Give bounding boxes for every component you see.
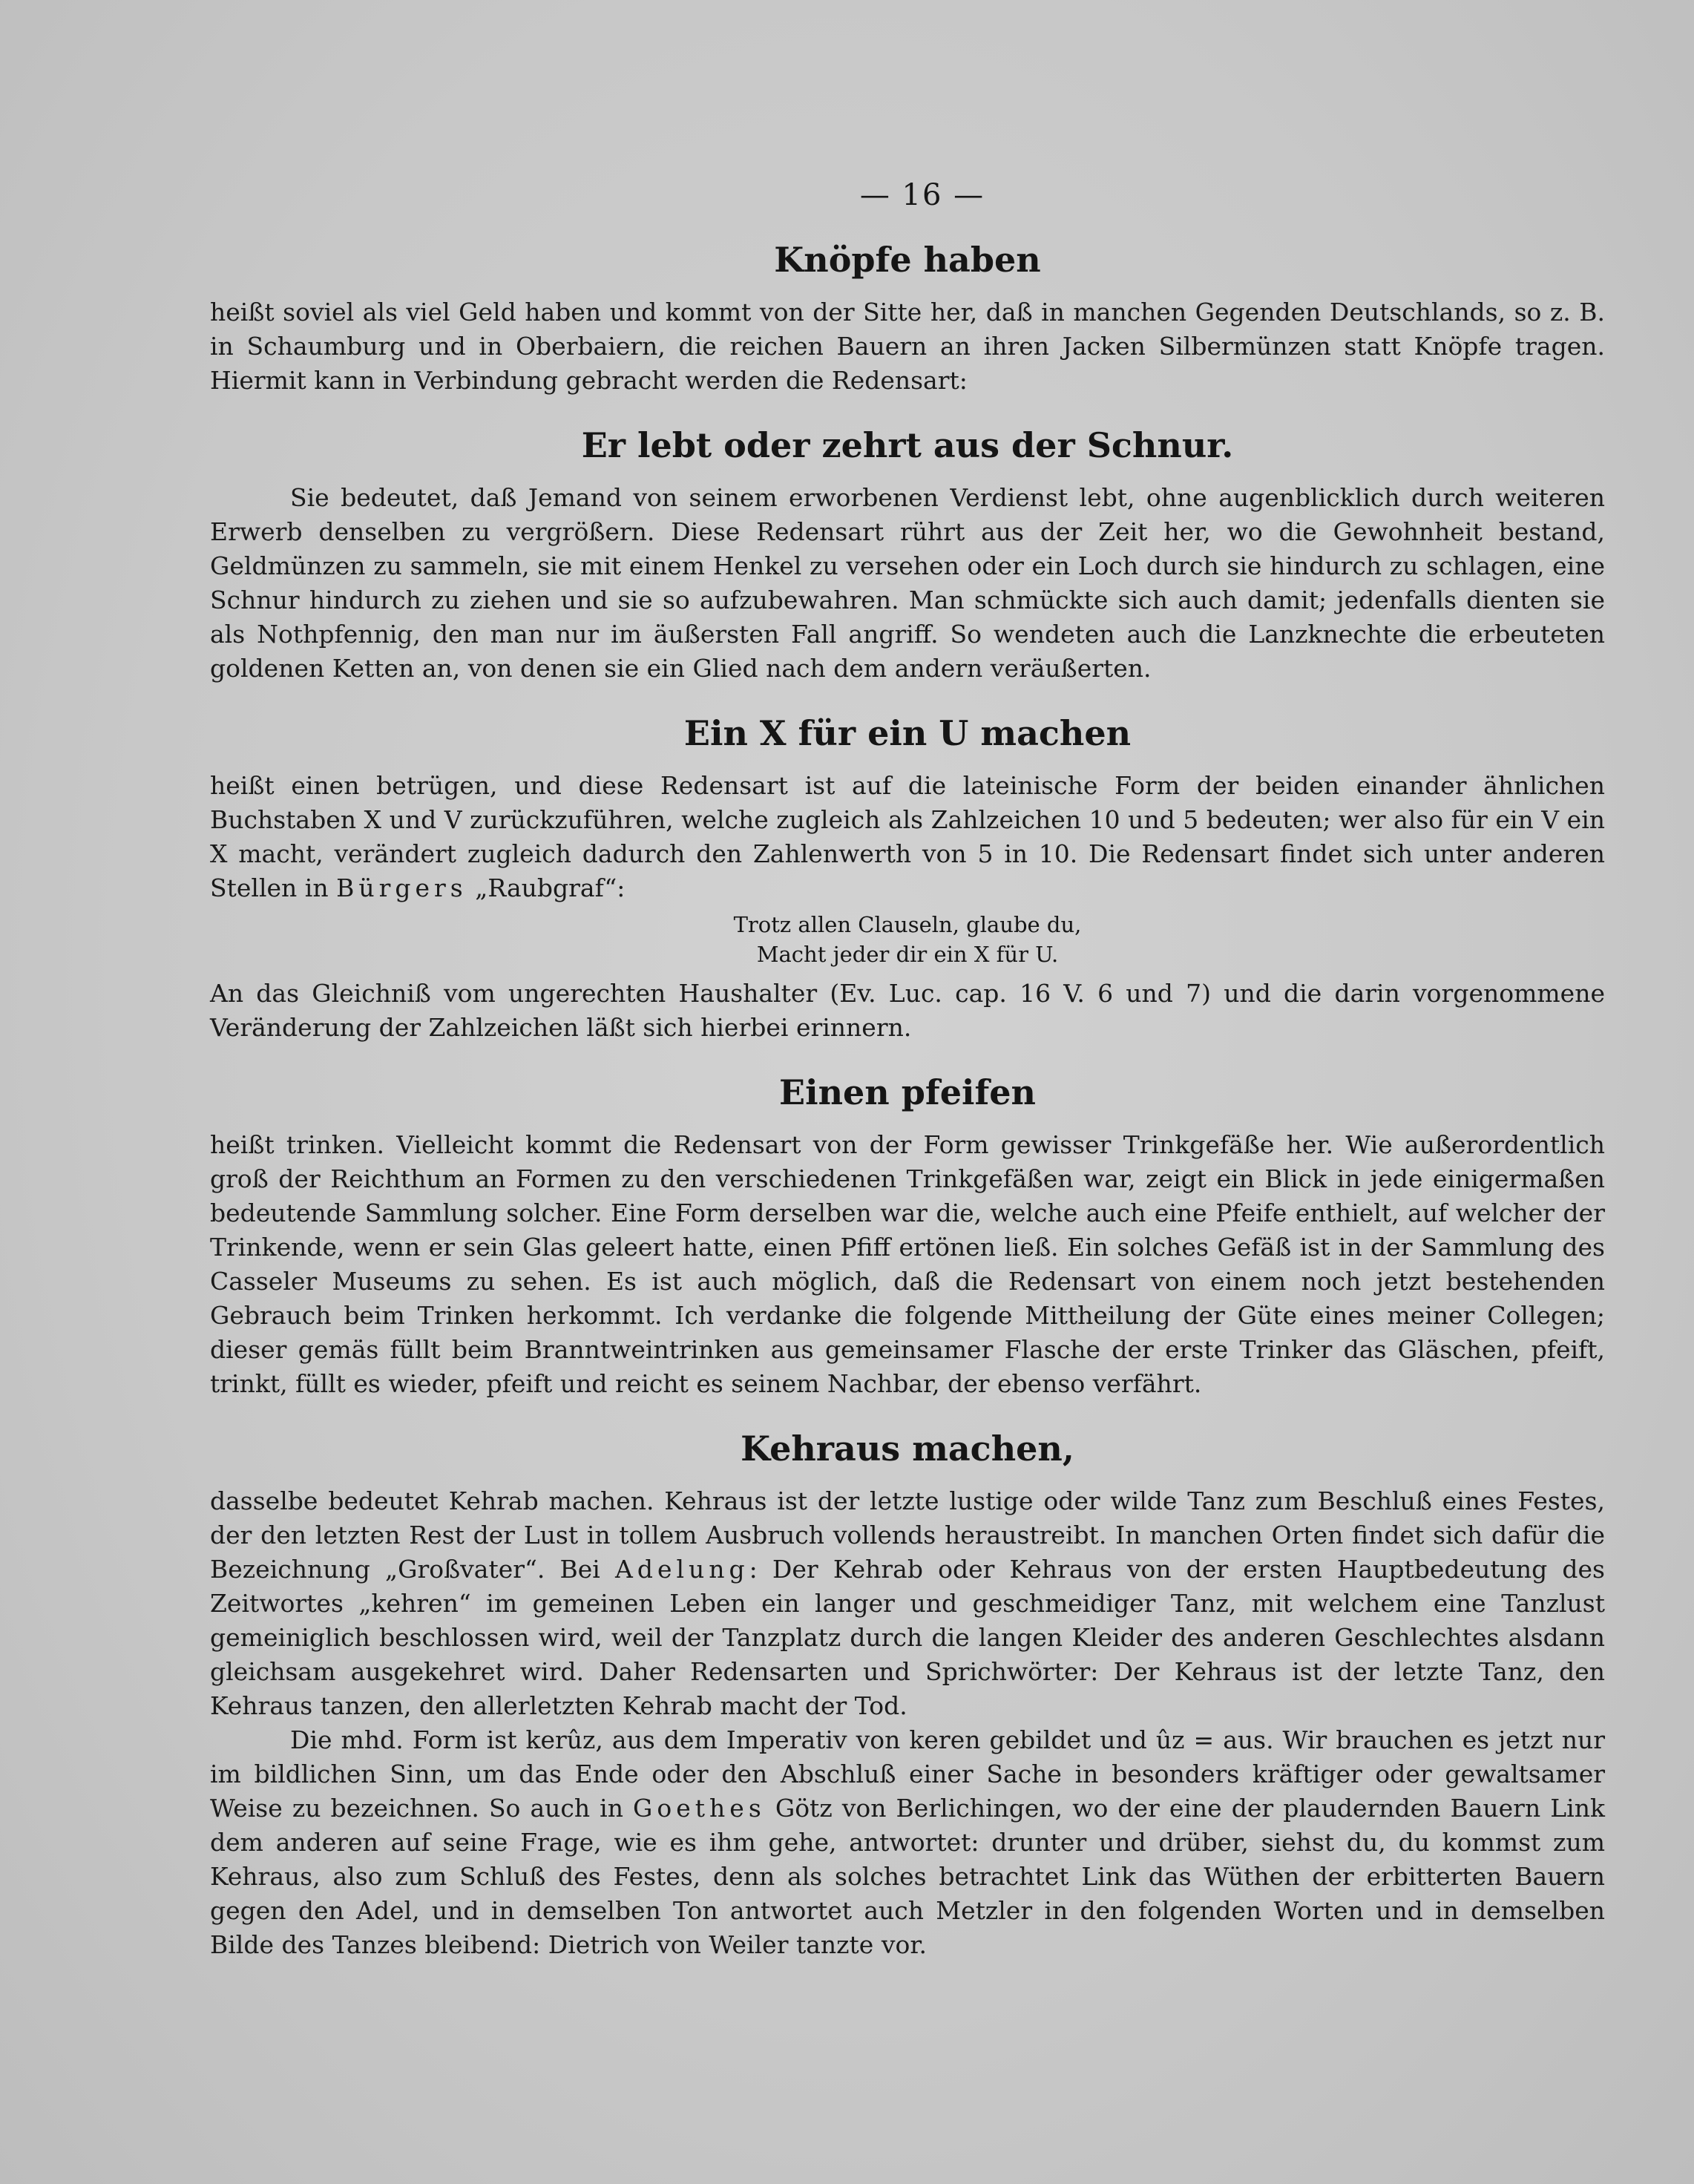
paragraph-gleichniss: An das Gleichniß vom ungerechten Haushalter (Ev. Luc. cap. 16 V. 6 und 7) und die darin vorgenommene Veränderung der Zahlzeichen läßt sich hierbei erinnern. (210, 979, 1605, 1042)
author-adelung: Adelung (615, 1555, 749, 1584)
page-number: — 16 — (859, 178, 985, 212)
verse-line: Macht jeder dir ein X für U. (756, 942, 1059, 967)
verse-line: Trotz allen Clauseln, glaube du, (733, 912, 1082, 937)
paragraph-schnur: Sie bedeutet, daß Jemand von seinem erworbenen Verdienst lebt, ohne augenblicklich durch weiteren Erwerb denselben zu vergrößern. Diese Redensart rührt aus der Zeit her, wo die Gewohnheit bestand, Geldmünzen zu sammeln, sie mit einem Henkel zu versehen oder ein Loch durch sie hindurch zu schlagen, eine Schnur hindurch zu ziehen und sie so aufzubewahren. Man schmückte sich auch damit; jedenfalls dienten sie als Nothpfennig, den man nur im äußersten Fall angriff. So wendeten auch die Lanzknechte die erbeuteten goldenen Ketten an, von denen sie ein Glied nach dem andern veräußerten. (210, 483, 1605, 683)
heading-kehraus: Kehraus machen, (741, 1429, 1074, 1469)
paragraph-einen-pfeifen: heißt trinken. Vielleicht kommt die Redensart von der Form gewisser Trinkgefäße her. Wie außerordentlich groß der Reichthum an Formen zu den verschiedenen Trinkgefäßen war, zeigt ein Blick in jede einigermaßen bedeutende Sammlung solcher. Eine Form derselben war die, welche auch eine Pfeife enthielt, auf welcher der Trinkende, wenn er sein Glas geleert hatte, einen Pfiff ertönen ließ. Ein solches Gefäß ist in der Sammlung des Casseler Museums zu sehen. Es ist auch möglich, daß die Redensart von einem noch jetzt bestehenden Gebrauch beim Trinken herkommt. Ich verdanke die folgende Mittheilung der Güte eines meiner Collegen; dieser gemäs füllt beim Branntweintrinken aus gemeinsamer Flasche der erste Trinker das Gläschen, pfeift, trinkt, füllt es wieder, pfeift und reicht es seinem Nachbar, der ebenso verfährt. (210, 1130, 1605, 1398)
heading-einen-pfeifen: Einen pfeifen (779, 1072, 1036, 1112)
author-goethe: Goethes (633, 1794, 766, 1823)
work-raubgraf: „Raubgraf“: (475, 873, 626, 902)
heading-knoepfe-haben: Knöpfe haben (774, 240, 1041, 280)
author-buerger: Bürgers (336, 873, 467, 902)
heading-x-fuer-u: Ein X für ein U machen (683, 713, 1132, 753)
paragraph-x-fuer-u-text: heißt einen betrügen, und diese Redensart ist auf die lateinische Form der beiden einander ähnlichen Buchstaben X und V zurückzuführen, welche zugleich als Zahlzeichen 10 und 5 bedeuten; wer also für ein V ein X macht, verändert zugleich dadurch den Zahlenwerth von 5 in 10. Die Redensart findet sich unter anderen Stellen in (210, 771, 1605, 902)
heading-schnur: Er lebt oder zehrt aus der Schnur. (581, 425, 1234, 465)
page-content (210, 178, 1605, 1962)
paragraph-kehraus-2 (210, 1723, 1605, 1962)
paragraph-knoepfe-haben: heißt soviel als viel Geld haben und kommt von der Sitte her, daß in manchen Gegenden Deutschlands, so z. B. in Schaumburg und in Oberbaiern, die reichen Bauern an ihren Jacken Silbermünzen statt Knöpfe tragen. Hiermit kann in Verbindung gebracht werden die Redensart: (210, 298, 1605, 395)
paragraph-kehraus-1 (210, 1484, 1605, 1723)
paragraph-kehraus-1-part-b: : Der Kehrab oder Kehraus von der ersten Hauptbedeutung des Zeitwortes „kehren“ im gemeinen Leben ein langer und geschmeidiger Tanz, mit welchem eine Tanzlust gemeiniglich beschlossen wird, weil der Tanzplatz durch die langen Kleider des anderen Geschlechtes alsdann gleichsam ausgekehret wird. Daher Redensarten und Sprichwörter: Der Kehraus ist der letzte Tanz, den Kehraus tanzen, den allerletzten Kehrab macht der Tod. (210, 1555, 1605, 1720)
verse-quote (210, 910, 1605, 969)
paragraph-x-fuer-u (210, 769, 1605, 905)
paragraph-kehraus-2-part-a: Die mhd. Form ist kerûz, aus dem Imperativ von keren gebildet und ûz = aus. Wir brauchen es jetzt nur im bildlichen Sinn, um das Ende oder den Abschluß einer Sache in besonders kräftiger oder gewaltsamer Weise zu bezeichnen. So auch in (210, 1725, 1605, 1823)
paragraph-kehraus-2-part-b: Götz von Berlichingen, wo der eine der plaudernden Bauern Link dem anderen auf seine Frage, wie es ihm gehe, antwortet: drunter und drüber, siehst du, du kommst zum Kehraus, also zum Schluß des Festes, denn als solches betrachtet Link das Wüthen der erbitterten Bauern gegen den Adel, und in demselben Ton antwortet auch Metzler in den folgenden Worten und in demselben Bilde des Tanzes bleibend: Dietrich von Weiler tanzte vor. (210, 1794, 1605, 1959)
paragraph-kehraus-1-part-a: dasselbe bedeutet Kehrab machen. Kehraus ist der letzte lustige oder wilde Tanz zum Beschluß eines Festes, der den letzten Rest der Lust in tollem Ausbruch vollends heraustreibt. In manchen Orten findet sich dafür die Bezeichnung „Großvater“. Bei (210, 1486, 1605, 1584)
